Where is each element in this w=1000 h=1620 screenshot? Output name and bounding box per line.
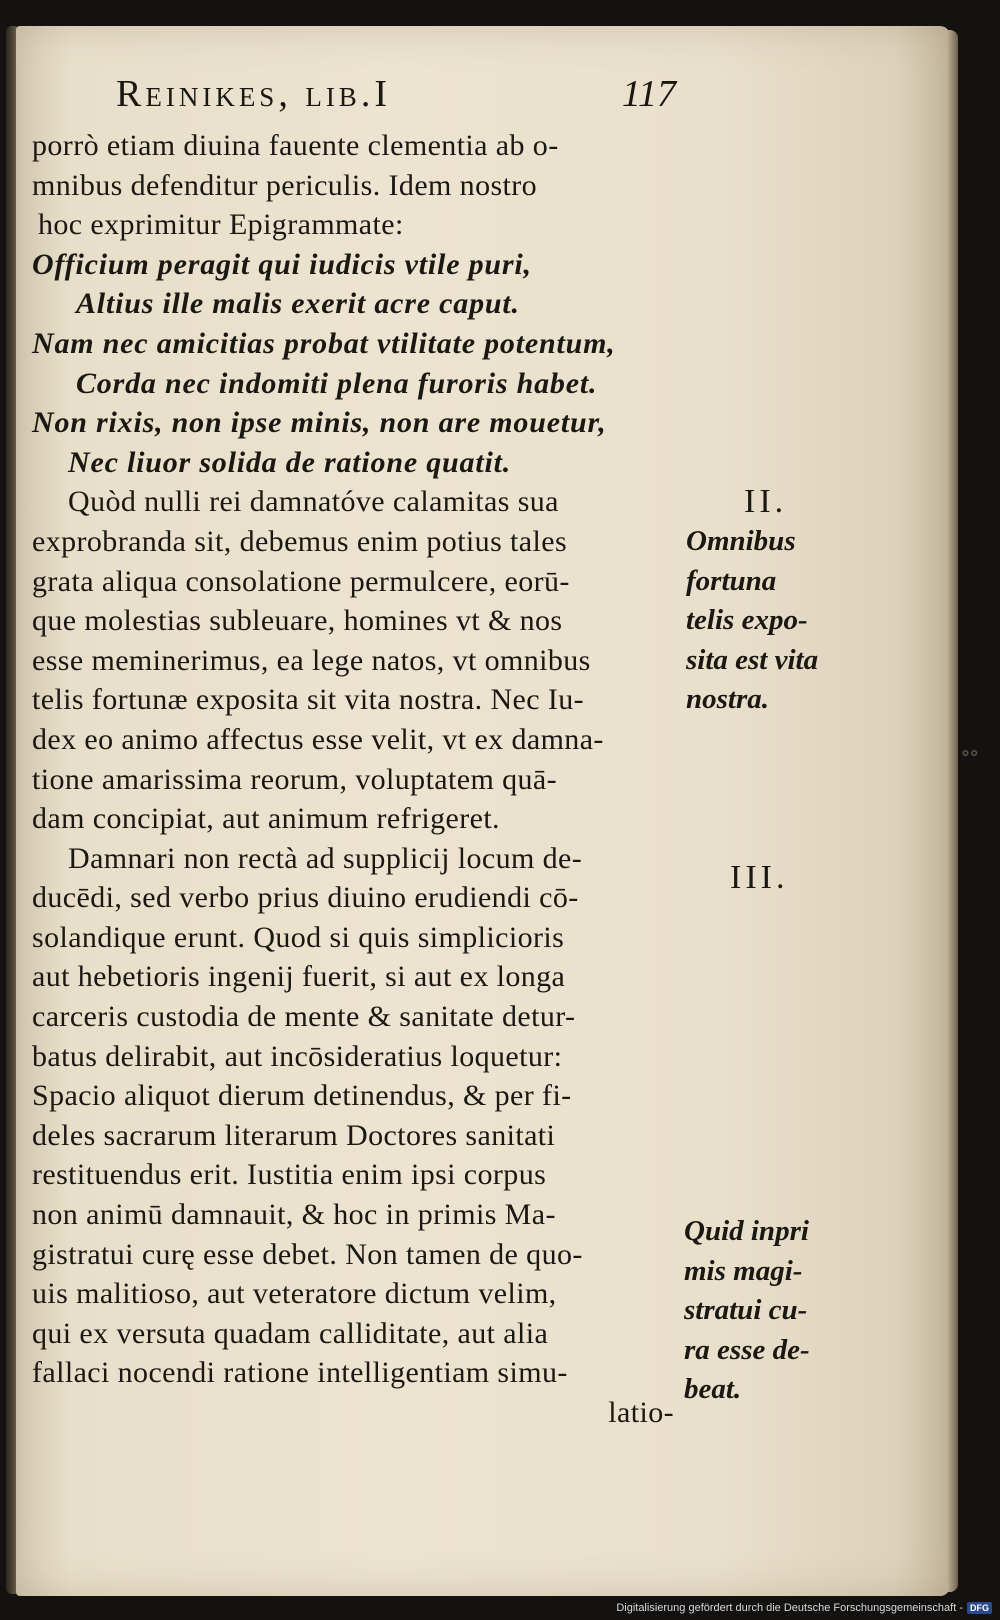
text-line: restituendus erit. Iustitia enim ipsi corpus — [32, 1158, 547, 1192]
credit-text: Digitalisierung gefördert durch die Deutsche Forschungsgemeinschaft - — [616, 1602, 963, 1614]
margin-note-2 — [684, 1212, 810, 1410]
text-line: esse meminerimus, ea lege natos, vt omnibus — [32, 643, 591, 677]
page-number: 117 — [621, 73, 676, 115]
text-line: gistratui curę esse debet. Non tamen de quo- — [32, 1237, 583, 1271]
margin-section-number-2 — [744, 482, 787, 522]
page-fore-edge — [948, 30, 958, 1592]
text-line: telis fortunæ exposita sit vita nostra. Nec Iu- — [32, 683, 585, 717]
page-header — [116, 72, 676, 122]
epigram-line: Altius ille malis exerit acre caput. — [76, 287, 520, 321]
epigram-line: Non rixis, non ipse minis, non are mouetur, — [32, 406, 607, 440]
running-title: Reinikes, lib.I — [116, 73, 391, 115]
margin-numeral: II. — [744, 483, 788, 520]
digitization-credit — [616, 1600, 992, 1616]
text-line: non animū damnauit, & hoc in primis Ma- — [32, 1198, 556, 1232]
text-line: ducēdi, sed verbo prius diuino erudiendi cō- — [32, 881, 579, 915]
main-text — [32, 126, 682, 1433]
margin-note-line: stratui cu- — [684, 1294, 808, 1327]
text-line: grata aliqua consolatione permulcere, eorū- — [32, 564, 570, 598]
margin-note-line: sita est vita — [686, 643, 819, 676]
text-line: qui ex versuta quadam calliditate, aut alia — [32, 1316, 549, 1350]
margin-note-line: beat. — [684, 1373, 742, 1406]
margin-note-line: telis expo- — [686, 604, 808, 637]
text-line: mnibus defenditur periculis. Idem nostro — [32, 168, 538, 202]
epigram-line: Nec liuor solida de ratione quatit. — [68, 445, 512, 479]
margin-note-line: ra esse de- — [684, 1333, 810, 1366]
margin-numeral: III. — [730, 859, 789, 896]
dfg-logo: DFG — [967, 1602, 992, 1614]
text-line: exprobranda sit, debemus enim potius tales — [32, 524, 568, 558]
text-line: fallaci nocendi ratione intelligentiam simu- — [32, 1356, 568, 1390]
margin-note-line: Quid inpri — [684, 1215, 809, 1247]
text-line: dam concipiat, aut animum refrigeret. — [32, 802, 500, 836]
text-line: Damnari non rectà ad supplicij locum de- — [68, 841, 583, 875]
text-line: aut hebetioris ingenij fuerit, si aut ex longa — [32, 960, 566, 994]
epigram-line: Nam nec amicitias probat vtilitate potentum, — [32, 326, 616, 360]
text-line: uis malitioso, aut veteratore dictum velim, — [32, 1277, 557, 1311]
text-line: porrò etiam diuina fauente clementia ab o- — [32, 129, 559, 162]
text-line: solandique erunt. Quod si quis simplicioris — [32, 920, 565, 954]
margin-note-line: fortuna — [686, 564, 777, 597]
text-line: deles sacrarum literarum Doctores sanitati — [32, 1118, 556, 1152]
epigram-line: Corda nec indomiti plena furoris habet. — [76, 366, 598, 400]
text-line: carceris custodia de mente & sanitate detur- — [32, 1000, 576, 1034]
margin-note-line: Omnibus — [686, 525, 796, 557]
text-line: que molestias subleuare, homines vt & nos — [32, 604, 563, 638]
margin-note-line: nostra. — [686, 683, 770, 716]
catchword: latio- — [608, 1396, 674, 1429]
text-line: dex eo animo affectus esse velit, vt ex damna- — [32, 722, 604, 756]
text-line: tione amarissima reorum, voluptatem quā- — [32, 762, 558, 796]
scan-artifact: ∘∘ — [960, 740, 978, 765]
text-line: Quòd nulli rei damnatóve calamitas sua — [68, 485, 559, 519]
margin-note-1 — [686, 522, 818, 720]
margin-section-number-3 — [730, 858, 788, 898]
text-line: Spacio aliquot dierum detinendus, & per fi- — [32, 1079, 572, 1113]
epigram-line: Officium peragit qui iudicis vtile puri, — [32, 247, 532, 281]
text-line: hoc exprimitur Epigrammate: — [38, 208, 404, 242]
margin-note-line: mis magi- — [684, 1254, 803, 1287]
text-line: batus delirabit, aut incōsideratius loquetur: — [32, 1039, 563, 1073]
